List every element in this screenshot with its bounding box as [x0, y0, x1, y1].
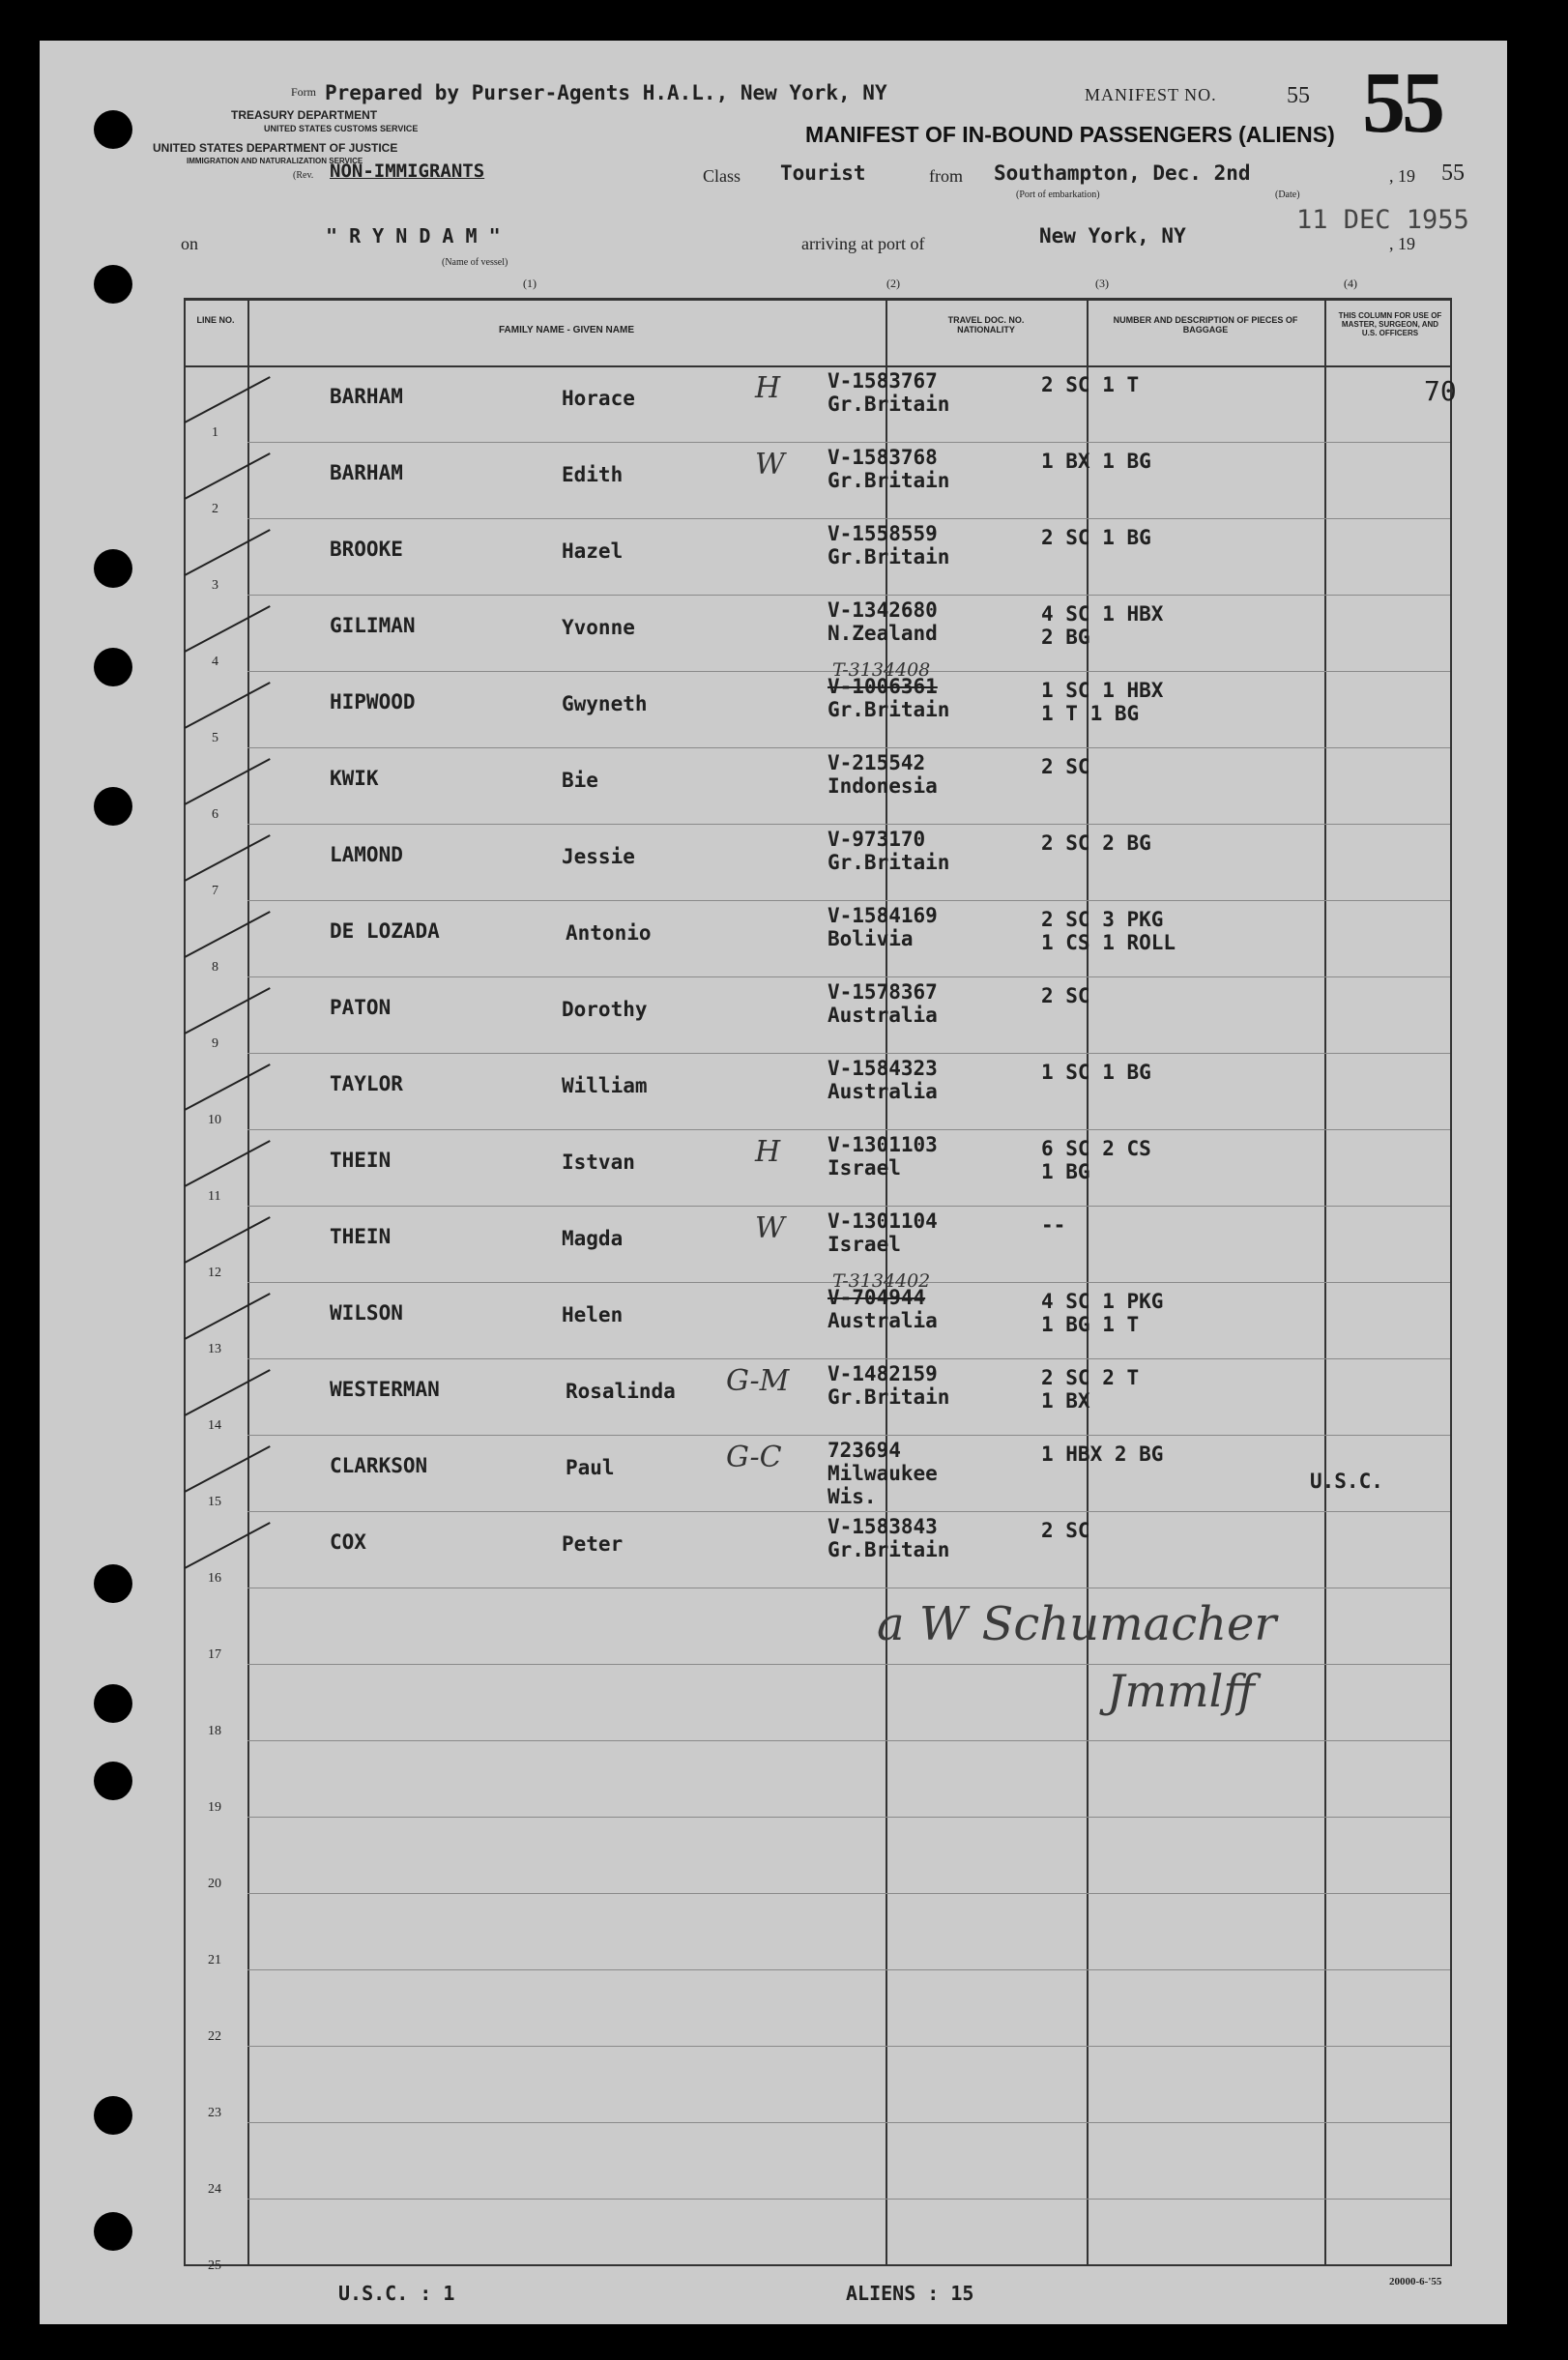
check-mark-icon [185, 1445, 271, 1493]
year-prefix: , 19 [1389, 166, 1415, 186]
baggage-line-2: 1 T 1 BG [1041, 702, 1140, 725]
class-label: Class [703, 166, 741, 186]
row-divider [247, 1817, 1450, 1818]
row-divider [247, 1664, 1450, 1665]
travel-doc-number: V-215542 [828, 751, 926, 774]
check-mark-icon [185, 529, 271, 576]
col-num-2: (2) [886, 277, 900, 290]
given-name: Gwyneth [562, 692, 648, 715]
given-name: Rosalinda [566, 1380, 676, 1403]
family-name: DE LOZADA [330, 919, 440, 943]
given-name: Istvan [562, 1151, 635, 1174]
handwritten-annotation: W [755, 1211, 785, 1245]
baggage-line-1: 2 SC 1 T [1041, 373, 1140, 396]
baggage-line-1: 2 SC 1 BG [1041, 526, 1151, 549]
handwritten-annotation: G-M [726, 1364, 790, 1398]
given-name: Edith [562, 463, 624, 486]
line-number: 21 [208, 1953, 221, 1967]
line-number: 9 [212, 1036, 218, 1051]
nationality: Gr.Britain [828, 698, 950, 721]
family-name: CLARKSON [330, 1454, 428, 1477]
travel-doc-number: V-1584169 [828, 904, 938, 927]
given-name: William [562, 1074, 648, 1097]
given-name: Dorothy [562, 998, 648, 1021]
travel-doc-number: V-1301104 [828, 1209, 938, 1233]
check-mark-icon [185, 1522, 271, 1569]
table-row [40, 1358, 1507, 1435]
nationality: Indonesia [828, 774, 938, 798]
immigration-service: IMMIGRATION AND NATURALIZATION SERVICE [187, 157, 363, 165]
family-name: WESTERMAN [330, 1378, 440, 1401]
row-divider [247, 1740, 1450, 1741]
travel-doc-number: V-973170 [828, 828, 926, 851]
line-number: 4 [212, 655, 218, 669]
col-num-4: (4) [1344, 277, 1357, 290]
col-num-1: (1) [523, 277, 537, 290]
baggage-line-1: 1 SC 1 HBX [1041, 679, 1164, 702]
nationality: Gr.Britain [828, 393, 950, 416]
table-row [40, 442, 1507, 518]
punch-hole [94, 2212, 132, 2251]
check-mark-icon [185, 376, 271, 423]
nationality: Gr.Britain [828, 469, 950, 492]
baggage-line-1: 1 HBX 2 BG [1041, 1442, 1164, 1466]
line-number: 6 [212, 807, 218, 822]
nationality: Israel [828, 1233, 901, 1256]
given-name: Magda [562, 1227, 624, 1250]
manifest-big-number: 55 [1362, 55, 1441, 151]
nationality: Gr.Britain [828, 1538, 950, 1561]
family-name: WILSON [330, 1301, 403, 1325]
footer-aliens-total: ALIENS : 15 [846, 2282, 974, 2305]
family-name: TAYLOR [330, 1072, 403, 1095]
signature-line-2: Jmmlff [1107, 1665, 1255, 1717]
check-mark-icon [185, 911, 271, 958]
check-mark-icon [185, 1369, 271, 1416]
signature-line-1: a W Schumacher [877, 1597, 1277, 1651]
baggage-line-2: 1 BG 1 T [1041, 1313, 1140, 1336]
family-name: THEIN [330, 1149, 392, 1172]
given-name: Paul [566, 1456, 615, 1479]
table-row [40, 595, 1507, 671]
travel-doc-number: V-1482159 [828, 1362, 938, 1385]
check-mark-icon [185, 682, 271, 729]
travel-doc-number: V-1584323 [828, 1057, 938, 1080]
travel-doc-number: V-1583768 [828, 446, 938, 469]
baggage-line-2: 1 BX [1041, 1389, 1090, 1413]
handwritten-annotation: W [755, 448, 785, 481]
travel-doc-number: V-1583843 [828, 1515, 938, 1538]
doc-correction: T-3134402 [832, 1270, 931, 1292]
line-number: 20 [208, 1877, 221, 1891]
line-number: 14 [208, 1418, 221, 1433]
given-name: Bie [562, 769, 598, 792]
given-name: Helen [562, 1303, 624, 1326]
line-number: 1 [212, 425, 218, 440]
officer-note: 70 [1424, 375, 1457, 407]
travel-doc-number: V-1006361 [828, 675, 938, 698]
row-divider [247, 1969, 1450, 1970]
nationality: Gr.Britain [828, 1385, 950, 1409]
given-name: Yvonne [562, 616, 635, 639]
line-number: 13 [208, 1342, 221, 1356]
arrival-date-stamp: 11 DEC 1955 [1296, 205, 1469, 235]
nationality: Israel [828, 1156, 901, 1180]
year-value: 55 [1441, 160, 1465, 186]
baggage-line-1: 4 SC 1 PKG [1041, 1290, 1164, 1313]
travel-doc-number: V-1558559 [828, 522, 938, 545]
travel-doc-number: V-1578367 [828, 980, 938, 1004]
handwritten-annotation: H [755, 1135, 781, 1169]
form-label: Form [291, 85, 317, 99]
check-mark-icon [185, 1293, 271, 1340]
header-baggage: NUMBER AND DESCRIPTION OF PIECES OF BAGGAGE [1113, 315, 1298, 335]
punch-hole [94, 1762, 132, 1800]
table-row [40, 747, 1507, 824]
family-name: PATON [330, 996, 392, 1019]
baggage-line-1: -- [1041, 1213, 1066, 1237]
punch-hole [94, 1684, 132, 1723]
baggage-line-2: 2 BG [1041, 626, 1090, 649]
check-mark-icon [185, 605, 271, 653]
family-name: BARHAM [330, 385, 403, 408]
footer-form-code: 20000-6-'55 [1389, 2276, 1442, 2287]
vessel-caption: (Name of vessel) [442, 257, 508, 268]
family-name: KWIK [330, 767, 379, 790]
line-number: 5 [212, 731, 218, 745]
baggage-line-1: 2 SC [1041, 755, 1090, 778]
table-row [40, 1435, 1507, 1511]
nationality: N.Zealand [828, 622, 938, 645]
line-number: 8 [212, 960, 218, 975]
punch-hole [94, 110, 132, 149]
line-number: 12 [208, 1266, 221, 1280]
header-travel-doc: TRAVEL DOC. NO. NATIONALITY [947, 315, 1025, 335]
vessel-name: " R Y N D A M " [326, 224, 501, 248]
family-name: HIPWOOD [330, 690, 416, 714]
line-number: 2 [212, 502, 218, 516]
given-name: Peter [562, 1532, 624, 1556]
customs-service: UNITED STATES CUSTOMS SERVICE [264, 124, 419, 133]
baggage-line-1: 4 SC 1 HBX [1041, 602, 1164, 626]
baggage-line-1: 2 SC 2 BG [1041, 831, 1151, 855]
line-number: 7 [212, 884, 218, 898]
line-number: 10 [208, 1113, 221, 1127]
rev-label: (Rev. [293, 170, 314, 181]
row-divider [247, 2122, 1450, 2123]
table-row [40, 1206, 1507, 1282]
manifest-title: MANIFEST OF IN-BOUND PASSENGERS (ALIENS) [805, 122, 1335, 147]
given-name: Hazel [562, 539, 624, 563]
col-num-3: (3) [1095, 277, 1109, 290]
row-divider [247, 2199, 1450, 2200]
check-mark-icon [185, 452, 271, 500]
check-mark-icon [185, 834, 271, 882]
arrival-port: New York, NY [1039, 224, 1186, 248]
from-value: Southampton, Dec. 2nd [994, 161, 1251, 185]
given-name: Antonio [566, 921, 652, 945]
date-caption: (Date) [1275, 189, 1300, 200]
row-divider [247, 1893, 1450, 1894]
line-number: 16 [208, 1571, 221, 1586]
given-name: Horace [562, 387, 635, 410]
manifest-no-label: MANIFEST NO. [1085, 85, 1217, 104]
check-mark-icon [185, 1063, 271, 1111]
arrival-year-prefix: , 19 [1389, 234, 1415, 253]
baggage-line-1: 1 BX 1 BG [1041, 450, 1151, 473]
line-number: 24 [208, 2182, 221, 2197]
baggage-line-1: 6 SC 2 CS [1041, 1137, 1151, 1160]
baggage-line-1: 2 SC [1041, 1519, 1090, 1542]
nationality: Australia [828, 1080, 938, 1103]
arriving-label: arriving at port of [801, 234, 925, 253]
handwritten-annotation: G-C [726, 1441, 782, 1474]
nationality-line-2: Wis. [828, 1485, 877, 1508]
table-row [40, 659, 1507, 747]
table-row [40, 824, 1507, 900]
baggage-line-1: 1 SC 1 BG [1041, 1061, 1151, 1084]
doc-correction: T-3134408 [832, 659, 931, 681]
port-embark-caption: (Port of embarkation) [1016, 189, 1100, 200]
travel-doc-number: 723694 [828, 1439, 901, 1462]
family-name: BARHAM [330, 461, 403, 484]
punch-hole [94, 265, 132, 304]
nationality: Bolivia [828, 927, 914, 950]
justice-dept: UNITED STATES DEPARTMENT OF JUSTICE [153, 141, 398, 155]
nationality: Milwaukee [828, 1462, 938, 1485]
non-immigrants: NON-IMMIGRANTS [330, 160, 485, 182]
family-name: COX [330, 1530, 366, 1554]
baggage-line-1: 2 SC [1041, 984, 1090, 1007]
on-label: on [181, 234, 198, 253]
family-name: THEIN [330, 1225, 392, 1248]
baggage-line-1: 2 SC 2 T [1041, 1366, 1140, 1389]
footer-usc-total: U.S.C. : 1 [338, 2282, 455, 2305]
nationality: Australia [828, 1309, 938, 1332]
line-number: 3 [212, 578, 218, 593]
check-mark-icon [185, 987, 271, 1034]
from-label: from [929, 166, 963, 186]
prepared-by: Prepared by Purser-Agents H.A.L., New York, NY [325, 81, 887, 104]
family-name: GILIMAN [330, 614, 416, 637]
nationality: Australia [828, 1004, 938, 1027]
header-name: FAMILY NAME - GIVEN NAME [498, 325, 634, 335]
given-name: Jessie [562, 845, 635, 868]
table-row [40, 518, 1507, 595]
line-number: 25 [208, 2258, 221, 2273]
manifest-no-value: 55 [1287, 83, 1310, 108]
line-number: 19 [208, 1800, 221, 1815]
table-row [40, 365, 1507, 442]
check-mark-icon [185, 1140, 271, 1187]
row-divider [247, 2046, 1450, 2047]
check-mark-icon [185, 1216, 271, 1264]
nationality: Gr.Britain [828, 851, 950, 874]
handwritten-annotation: H [755, 371, 781, 405]
punch-hole [94, 2096, 132, 2135]
baggage-line-1: 2 SC 3 PKG [1041, 908, 1164, 931]
travel-doc-number: V-1301103 [828, 1133, 938, 1156]
nationality: Gr.Britain [828, 545, 950, 568]
class-value: Tourist [780, 161, 866, 185]
family-name: LAMOND [330, 843, 403, 866]
line-number: 23 [208, 2106, 221, 2120]
line-number: 17 [208, 1647, 221, 1662]
table-row [40, 976, 1507, 1053]
table-row [40, 1511, 1507, 1588]
line-number: 22 [208, 2029, 221, 2044]
treasury-dept: TREASURY DEPARTMENT [231, 108, 378, 122]
check-mark-icon [185, 758, 271, 805]
baggage-line-2: 1 CS 1 ROLL [1041, 931, 1176, 954]
baggage-line-2: 1 BG [1041, 1160, 1090, 1183]
family-name: BROOKE [330, 538, 403, 561]
travel-doc-number: V-1342680 [828, 598, 938, 622]
travel-doc-number: V-704944 [828, 1286, 926, 1309]
travel-doc-number: V-1583767 [828, 369, 938, 393]
header-line-no: LINE NO. [196, 315, 235, 325]
line-number: 11 [208, 1189, 221, 1204]
manifest-sheet [40, 41, 1507, 2324]
line-number: 18 [208, 1724, 221, 1738]
line-number: 15 [208, 1495, 221, 1509]
table-row [40, 900, 1507, 976]
officer-note: U.S.C. [1310, 1470, 1383, 1493]
header-officers: THIS COLUMN FOR USE OF MASTER, SURGEON, AND U.S. OFFICERS [1338, 311, 1442, 337]
table-row [40, 1129, 1507, 1206]
table-row [40, 1053, 1507, 1129]
